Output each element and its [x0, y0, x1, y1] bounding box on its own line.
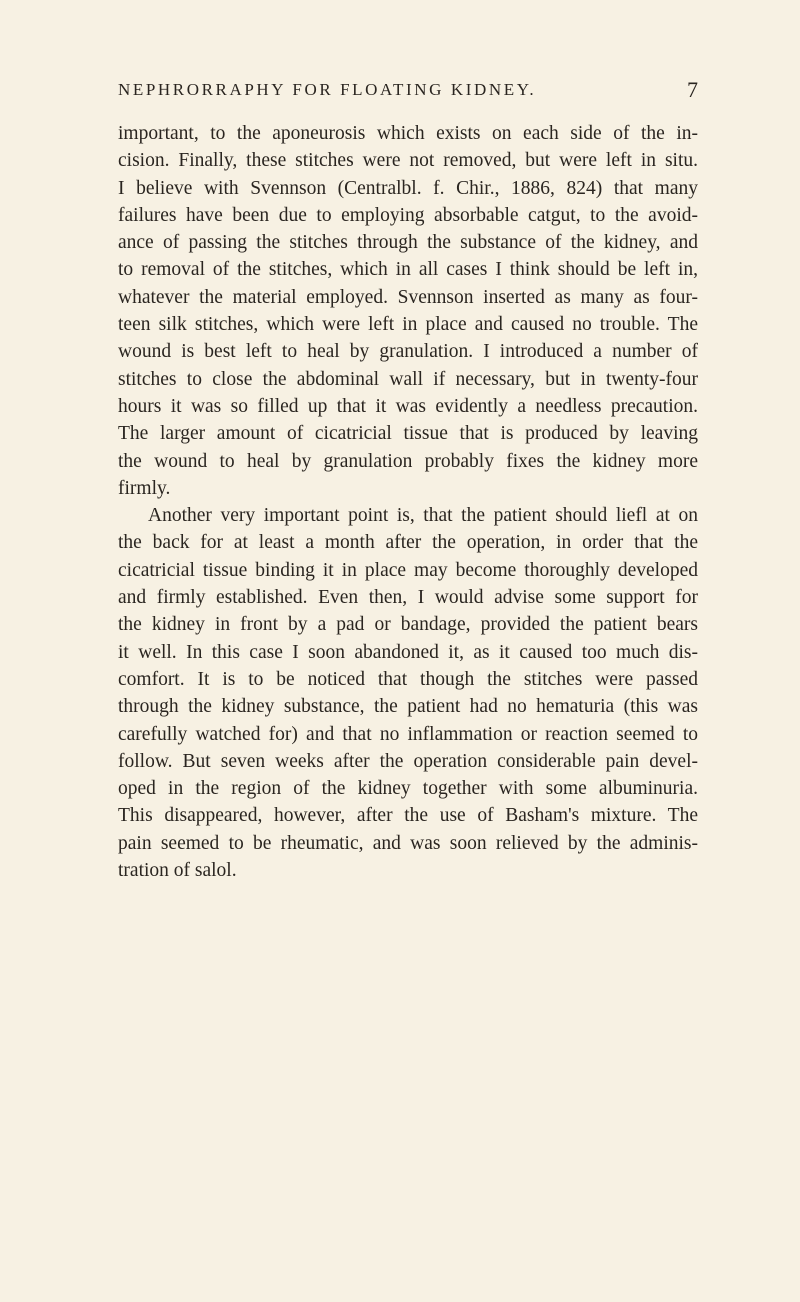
text-line: comfort. It is to be noticed that though the stitches were passed [118, 668, 698, 690]
running-title: NEPHRORRAPHY FOR FLOATING KIDNEY. [118, 80, 537, 99]
body-text [118, 120, 698, 884]
text-line: pain seemed to be rheumatic, and was soon relieved by the adminis- [118, 832, 698, 854]
text-line: oped in the region of the kidney together with some albuminuria. [118, 778, 698, 800]
page-number: 7 [687, 77, 698, 102]
text-line: the kidney in front by a pad or bandage, provided the patient bears [118, 614, 698, 636]
text-line: hours it was so filled up that it was evidently a needless precaution. [118, 395, 698, 417]
text-line: follow. But seven weeks after the operation considerable pain devel- [118, 750, 698, 772]
text-line: failures have been due to employing absorbable catgut, to the avoid- [118, 204, 698, 226]
text-line: it well. In this case I soon abandoned it, as it caused too much dis- [118, 641, 698, 663]
text-line: teen silk stitches, which were left in place and caused no trouble. The [118, 314, 698, 336]
text-line: firmly. [118, 477, 171, 499]
text-line: to removal of the stitches, which in all cases I think should be left in, [118, 259, 698, 281]
text-line: cision. Finally, these stitches were not removed, but were left in situ. [118, 150, 698, 172]
text-line: the back for at least a month after the operation, in order that the [118, 532, 698, 554]
text-line: tration of salol. [118, 860, 237, 882]
text-line: cicatricial tissue binding it in place may become thoroughly developed [118, 559, 698, 581]
text-line: through the kidney substance, the patient had no hematuria (this was [118, 696, 698, 718]
running-head [118, 77, 698, 106]
text-line: This disappeared, however, after the use of Basham's mixture. The [118, 805, 698, 827]
text-line: The larger amount of cicatricial tissue that is produced by leaving [118, 423, 698, 445]
text-line: I believe with Svennson (Centralbl. f. Chir., 1886, 824) that many [118, 177, 698, 199]
text-line: wound is best left to heal by granulation. I introduced a number of [118, 341, 698, 363]
text-line: carefully watched for) and that no inflammation or reaction seemed to [118, 723, 698, 745]
text-line: and firmly established. Even then, I would advise some support for [118, 587, 698, 609]
text-line: stitches to close the abdominal wall if necessary, but in twenty-four [118, 368, 698, 390]
text-line: the wound to heal by granulation probably fixes the kidney more [118, 450, 698, 472]
text-line: important, to the aponeurosis which exists on each side of the in- [118, 123, 698, 144]
text-line: whatever the material employed. Svennson inserted as many as four- [118, 286, 698, 308]
text-line: ance of passing the stitches through the substance of the kidney, and [118, 232, 698, 254]
text-line: Another very important point is, that the patient should liefl at on [148, 505, 698, 527]
